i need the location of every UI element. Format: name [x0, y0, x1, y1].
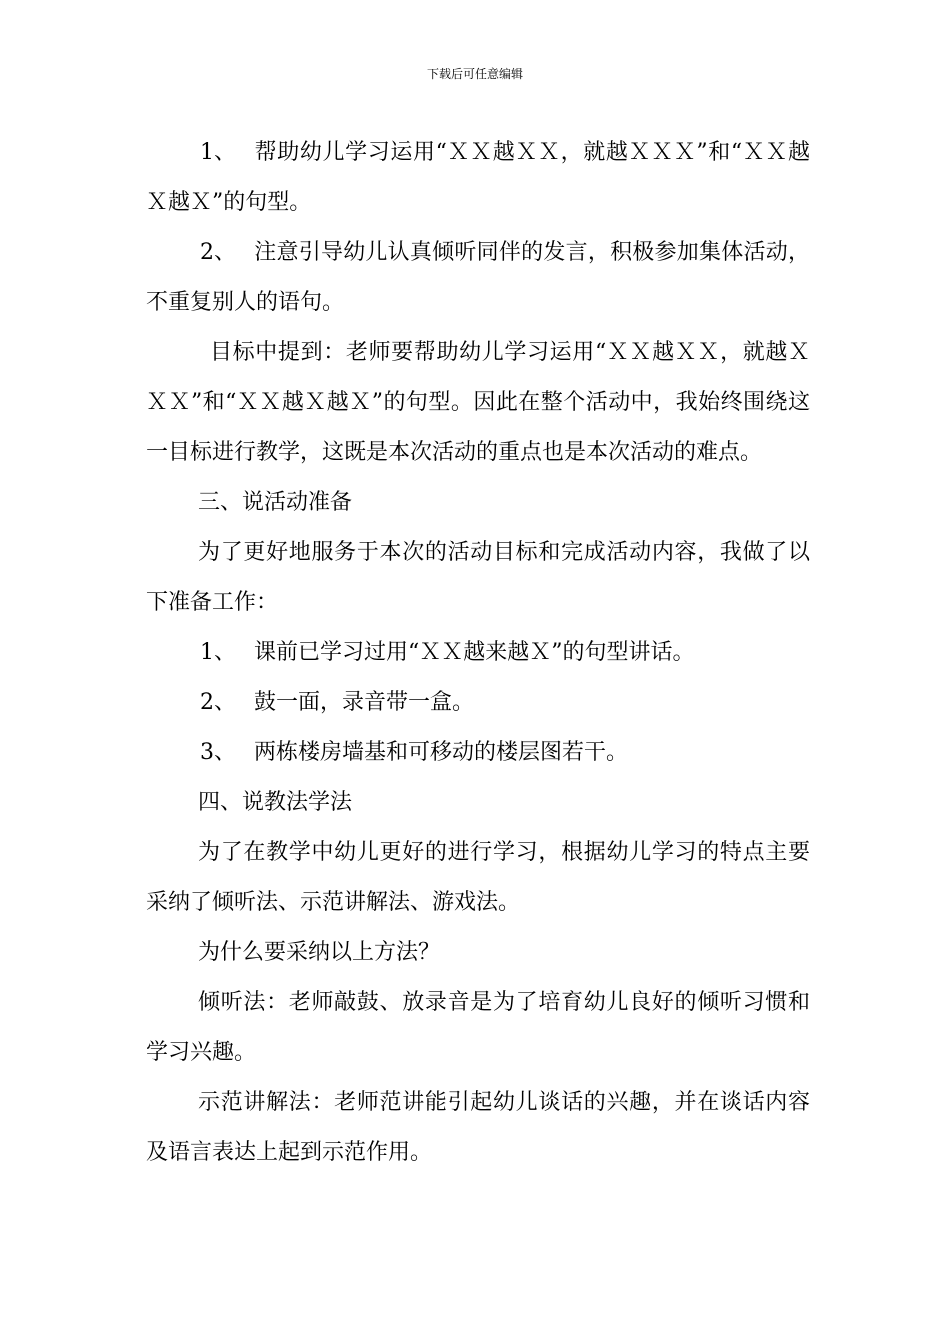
preparation-item-1 [146, 628, 810, 678]
listening-method-paragraph: 倾听法：老师敲鼓、放录音是为了培育幼儿良好的倾听习惯和学习兴趣。 [146, 990, 810, 1065]
methods-question: 为什么要采纳以上方法？ [198, 940, 441, 965]
demonstration-method-paragraph: 示范讲解法：老师范讲能引起幼儿谈话的兴趣，并在谈话内容及语言表达上起到示范作用。 [146, 1090, 810, 1165]
paragraph-text: 注意引导幼儿认真倾听同伴的发言，积极参加集体活动，不重复别人的语句。 [146, 240, 810, 315]
preparation-intro-paragraph: 为了更好地服务于本次的活动目标和完成活动内容，我做了以下准备工作： [146, 540, 810, 615]
item-number: 1、 [200, 640, 236, 665]
section-heading-methods: 四、说教法学法 [198, 790, 353, 815]
goal-item-2 [146, 228, 810, 328]
item-number: 2、 [200, 690, 236, 715]
section-heading-preparation: 三、说活动准备 [198, 490, 353, 515]
page-header: 下载后可任意编辑 [426, 67, 523, 81]
item-number: 2、 [200, 240, 236, 265]
goal-summary-paragraph: 目标中提到：老师要帮助幼儿学习运用“ＸＸ越ＸＸ，就越ＸＸＸ”和“ＸＸ越Ｘ越Ｘ”的句型。因此在整个活动中，我始终围绕这一目标进行教学，这既是本次活动的重点也是本次活动的难点。 [146, 340, 810, 465]
document-body [146, 128, 810, 1178]
paragraph-text: 两栋楼房墙基和可移动的楼层图若干。 [254, 740, 629, 765]
goal-item-1 [146, 128, 810, 228]
preparation-item-3 [146, 728, 810, 778]
preparation-item-2 [146, 678, 810, 728]
methods-intro-paragraph: 为了在教学中幼儿更好的进行学习，根据幼儿学习的特点主要采纳了倾听法、示范讲解法、游戏法。 [146, 840, 810, 915]
item-number: 1、 [200, 140, 236, 165]
paragraph-text: 帮助幼儿学习运用“ＸＸ越ＸＸ，就越ＸＸＸ”和“ＸＸ越Ｘ越Ｘ”的句型。 [146, 140, 810, 215]
paragraph-text: 鼓一面，录音带一盒。 [254, 690, 475, 715]
paragraph-text: 课前已学习过用“ＸＸ越来越Ｘ”的句型讲话。 [254, 640, 695, 665]
item-number: 3、 [200, 740, 236, 765]
